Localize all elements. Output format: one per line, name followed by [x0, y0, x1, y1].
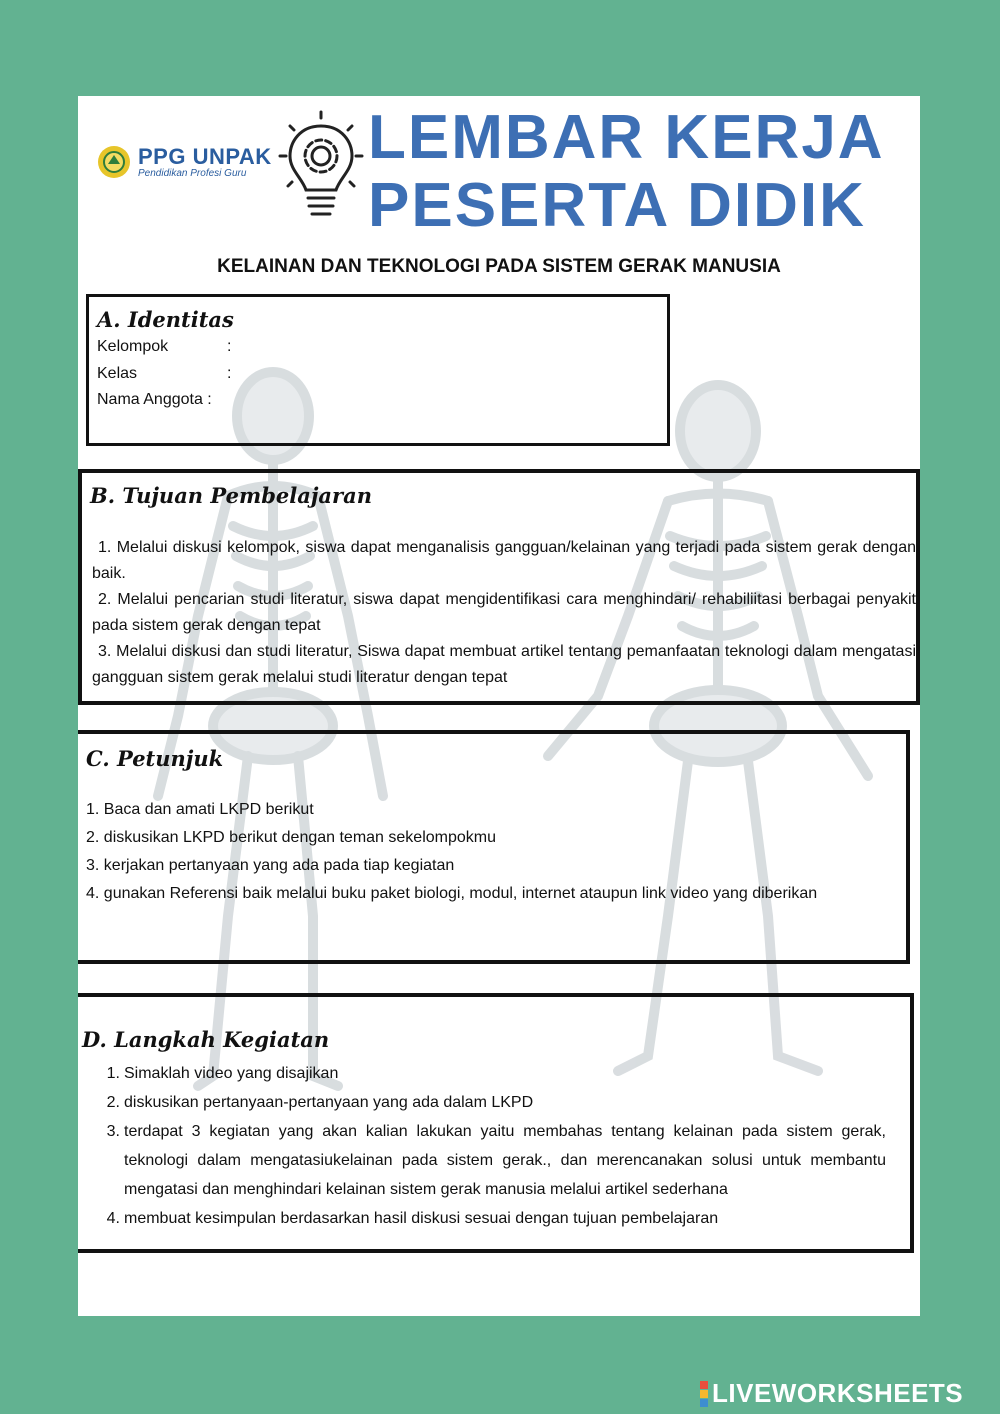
instruction-item: 4. gunakan Referensi baik melalui buku paket biologi, modul, internet ataupun link video yang diberikan	[86, 885, 818, 902]
step-item	[98, 1088, 886, 1117]
field-colon: :	[227, 365, 232, 382]
activity-steps-title: D. Langkah Kegiatan	[82, 1027, 330, 1052]
step-number: 4.	[106, 1210, 120, 1227]
step-item	[98, 1059, 886, 1088]
field-label: Kelas	[97, 365, 138, 382]
step-item	[98, 1117, 886, 1204]
liveworksheets-text: LIVEWORKSHEETS	[712, 1378, 964, 1408]
objective-item: 2. Melalui pencarian studi literatur, siswa dapat mengidentifikasi cara menghindari/ rehabiliitasi berbagai penyakit pada sistem gerak dengan tepat	[92, 591, 916, 634]
worksheet-title	[368, 104, 885, 240]
field-label: Nama Anggota :	[97, 391, 212, 408]
step-text: membuat kesimpulan berdasarkan hasil diskusi sesuai dengan tujuan pembelajaran	[124, 1210, 719, 1227]
title-line-1: LEMBAR KERJA	[368, 103, 885, 172]
liveworksheets-logo-icon	[700, 1381, 708, 1407]
activity-steps-section	[78, 993, 914, 1253]
field-colon: :	[227, 338, 232, 355]
instruction-item: 2. diskusikan LKPD berikut dengan teman sekelompokmu	[86, 829, 496, 846]
objectives-list	[92, 535, 916, 691]
field-kelompok[interactable]	[97, 338, 232, 356]
instruction-item: 1. Baca dan amati LKPD berikut	[86, 801, 314, 818]
logo-main-text: PPG UNPAK	[138, 143, 272, 169]
university-emblem-icon	[96, 144, 132, 180]
worksheet-page	[78, 96, 920, 1316]
title-line-2: PESERTA DIDIK	[368, 171, 866, 240]
field-nama-anggota[interactable]	[97, 391, 212, 409]
objectives-section	[78, 469, 920, 705]
step-text: diskusikan pertanyaan-pertanyaan yang ada dalam LKPD	[124, 1094, 534, 1111]
lightbulb-gear-icon	[278, 110, 364, 226]
objectives-title: B. Tujuan Pembelajaran	[90, 483, 372, 508]
identity-title: A. Identitas	[97, 307, 234, 332]
step-text: terdapat 3 kegiatan yang akan kalian lakukan yaitu membahas tentang kelainan pada sistem gerak, teknologi dalam mengatasiukelainan pada sistem gerak., dan merencanakan solusi untuk membantu mengatasi dan menghindari kelainan sistem gerak manusia melalui artikel sederhana	[124, 1123, 886, 1198]
objective-item: 3. Melalui diskusi dan studi literatur, Siswa dapat membuat artikel tentang pemanfaatan teknologi dalam mengatasi gangguan sistem gerak melalui studi literatur dengan tepat	[92, 643, 916, 686]
ppg-unpak-logo	[96, 144, 272, 180]
instruction-item: 3. kerjakan pertanyaan yang ada pada tiap kegiatan	[86, 857, 455, 874]
field-label: Kelompok	[97, 338, 169, 355]
liveworksheets-brand[interactable]	[700, 1378, 963, 1409]
instructions-title: C. Petunjuk	[86, 746, 224, 771]
logo-sub-text: Pendidikan Profesi Guru	[138, 167, 247, 179]
step-number: 3.	[106, 1123, 120, 1140]
identity-section	[86, 294, 670, 446]
field-kelas[interactable]	[97, 365, 232, 383]
step-number: 2.	[106, 1094, 120, 1111]
activity-steps-list	[98, 1059, 886, 1233]
instructions-list	[86, 796, 896, 908]
instructions-section	[78, 730, 910, 964]
worksheet-subtitle: KELAINAN DAN TEKNOLOGI PADA SISTEM GERAK MANUSIA	[217, 256, 781, 277]
step-number: 1.	[106, 1065, 120, 1082]
objective-item: 1. Melalui diskusi kelompok, siswa dapat menganalisis gangguan/kelainan yang terjadi pada sistem gerak dengan baik.	[92, 539, 916, 582]
step-item	[98, 1204, 886, 1233]
step-text: Simaklah video yang disajikan	[124, 1065, 339, 1082]
